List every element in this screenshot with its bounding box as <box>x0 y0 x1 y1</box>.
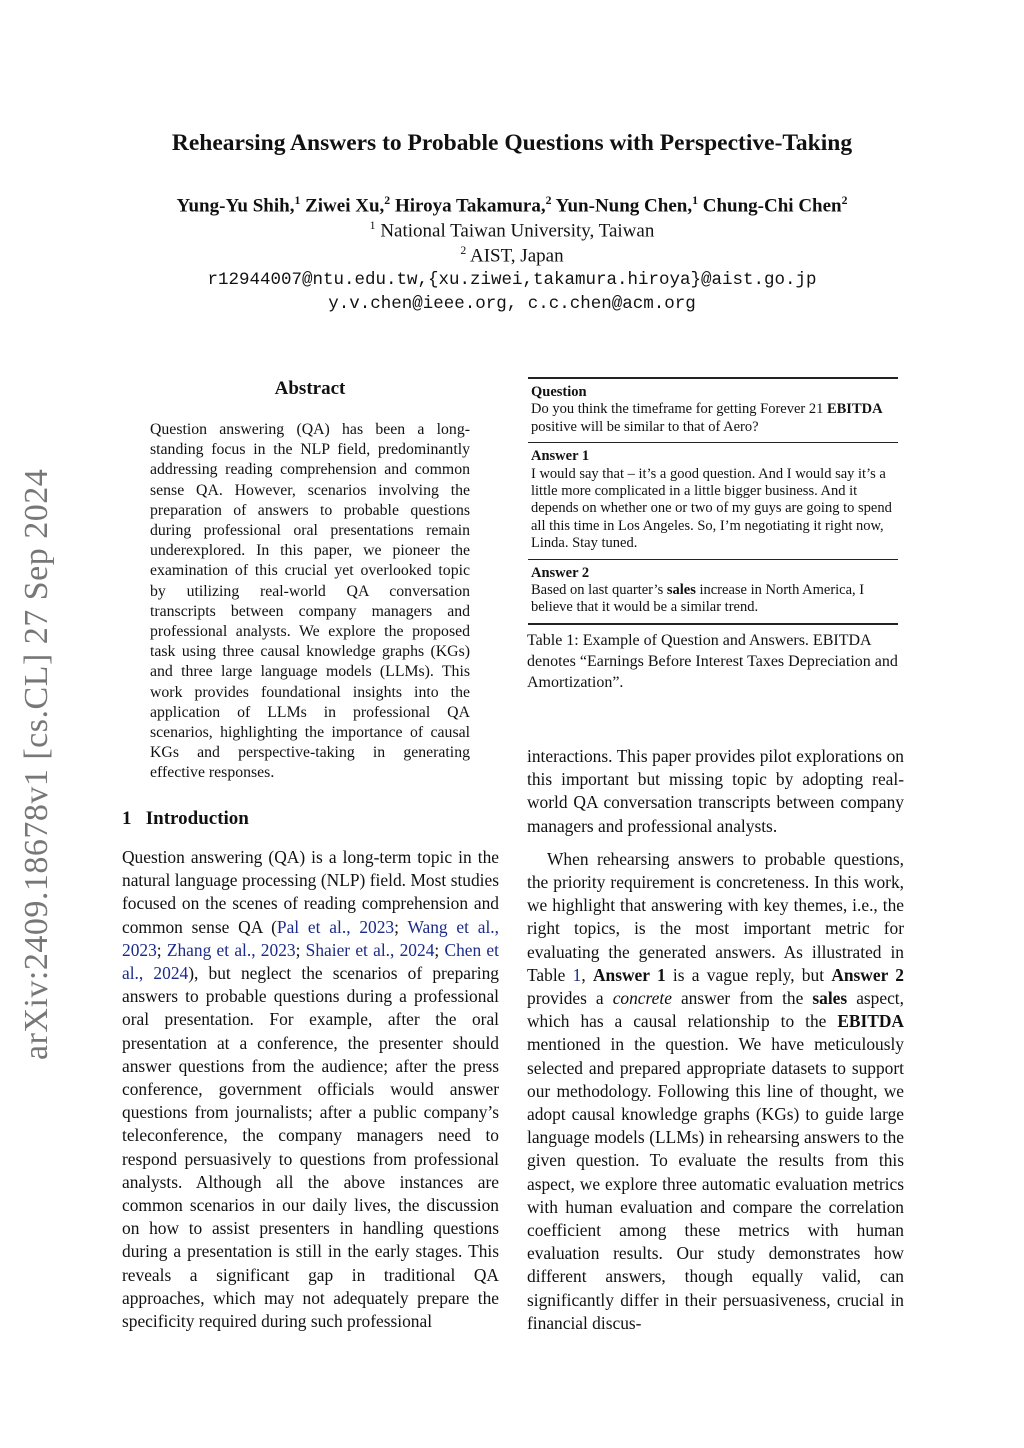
citation-link[interactable]: Wang et al., 2023 <box>122 916 499 960</box>
bold-term: EBITDA <box>837 1011 904 1032</box>
body-text: ), but neglect the scenarios of preparing answers to probable questions during a professional oral presentation. For example, after the oral presentation at a conference, the presenter should answer questions from the audience; after the press conference, government officials would answer questions from journalists; after a public company’s teleconference, the company managers need to respond persuasively to questions from professional analysts. Although all the above instances are common scenarios in our daily lives, the discussion on how to assist presenters in handling questions during a presentation is still in the early stages. This reveals a significant gap in traditional QA approaches, which may not adequately prepare the specificity required during such professional <box>122 963 499 1332</box>
table-caption: Table 1: Example of Question and Answers. EBITDA denotes “Earnings Before Interest Taxes Depreciation and Amortization”. <box>527 632 898 691</box>
citation-link[interactable]: Zhang et al., 2023 <box>166 939 296 960</box>
qa-example-table <box>528 377 898 625</box>
answer1-label: Answer 1 <box>531 448 590 465</box>
author-name: Yung-Yu Shih, <box>176 195 295 217</box>
affiliation-text: National Taiwan University, Taiwan <box>380 220 655 242</box>
paragraph <box>122 846 499 1333</box>
author-affiliation-mark: 1 <box>294 194 301 207</box>
paragraph <box>527 848 904 1335</box>
question-text <box>531 401 895 436</box>
separator: ; <box>434 939 445 960</box>
section-number: 1 <box>122 808 132 829</box>
question-keyword: EBITDA <box>826 401 883 418</box>
author-affiliation-mark: 2 <box>841 194 848 207</box>
author-name: Yun-Nung Chen, <box>555 195 693 217</box>
affiliation <box>0 244 1024 267</box>
email-line: y.v.chen@ieee.org, c.c.chen@acm.org <box>328 294 696 314</box>
answer2-keyword: sales <box>666 582 696 599</box>
body-text: aspect, which has a causal relationship to the <box>527 988 904 1032</box>
affiliation-text: AIST, Japan <box>470 245 564 267</box>
separator: ; <box>295 939 306 960</box>
bold-term: Answer 2 <box>831 964 904 985</box>
affiliation-number: 1 <box>369 219 376 232</box>
paper-title: Rehearsing Answers to Probable Questions with Perspective-Taking <box>171 130 853 156</box>
citation-link[interactable]: Pal et al., 2023 <box>276 916 395 937</box>
author-name: Ziwei Xu, <box>305 195 385 217</box>
answer2-text <box>531 582 895 617</box>
body-text: answer from the <box>671 988 813 1009</box>
author-list <box>0 194 1024 217</box>
table-bottom-rule <box>528 623 898 625</box>
question-text-part: positive will be similar to that of Aero? <box>531 418 759 435</box>
bold-term: sales <box>812 988 848 1009</box>
author-name: Hiroya Takamura, <box>394 195 546 217</box>
author-affiliation-mark: 2 <box>384 194 391 207</box>
table-reference-link[interactable]: 1 <box>572 964 582 985</box>
citation-link[interactable]: Shaier et al., 2024 <box>305 939 435 960</box>
intro-left-column <box>122 846 499 1333</box>
paragraph: interactions. This paper provides pilot explorations on this important but missing topic by adopting real-world QA conversation transcripts between company managers and professional analysts. <box>527 746 904 836</box>
affiliation <box>0 219 1024 242</box>
intro-right-column <box>527 745 904 1335</box>
author-name: Chung-Chi Chen <box>702 195 842 217</box>
question-text-part: Do you think the timeframe for getting Forever 21 <box>531 401 827 418</box>
answer1-cell <box>528 443 898 558</box>
question-cell <box>528 379 898 442</box>
abstract-heading: Abstract <box>274 378 346 399</box>
body-text: mentioned in the question. We have meticulously selected and prepared appropriate datasets to support our methodology. Following this line of thought, we adopt causal knowledge graphs (KGs) to guide large language models (LLMs) in rehearsing answers to the given question. To evaluate the results from this aspect, we explore three automatic evaluation metrics with human evaluation and compare the correlation coefficient among these metrics with human evaluation results. Our study demonstrates how different answers, though equally valid, can significantly differ in their persuasiveness, crucial in financial discus- <box>527 1034 904 1333</box>
section-title: Introduction <box>145 808 249 829</box>
author-affiliation-mark: 1 <box>692 194 698 207</box>
author-affiliation-mark: 2 <box>545 194 552 207</box>
separator: ; <box>394 916 408 937</box>
abstract-text: Question answering (QA) has been a long-standing focus in the NLP field, predominantly addressing reading comprehension and common sense QA. However, scenarios involving the preparation of answers to probable questions during professional oral presentations remain underexplored. In this paper, we pioneer the examination of this crucial yet overlooked topic by utilizing real-world QA conversation transcripts between company managers and professional analysts. We explore the proposed task using three causal knowledge graphs (KGs) and three large language models (LLMs). This work provides foundational insights into the application of LLMs in professional QA scenarios, highlighting the importance of causal KGs and perspective-taking in generating effective responses. <box>150 421 470 782</box>
question-label: Question <box>531 384 587 400</box>
answer1-text: I would say that – it’s a good question. And I would say it’s a little more complicated in a little bigger business. And it depends on whether one or two of my guys are going to spend all this time in Los Angeles. So, I’m negotiating it right now, Linda. Stay tuned. <box>531 465 892 552</box>
body-text: Question answering (QA) is a long-term topic in the natural language processing (NLP) field. Most studies focused on the scenes of reading comprehension and common sense QA ( <box>122 847 499 937</box>
answer2-text-part: increase in North America, I believe that it would be a similar trend. <box>531 582 865 616</box>
answer2-cell <box>528 560 898 623</box>
citation-link[interactable]: Chen et al., 2024 <box>122 939 499 984</box>
body-text: , <box>581 964 593 985</box>
separator: ; <box>156 939 167 960</box>
answer2-text-part: Based on last quarter’s <box>531 582 667 599</box>
arxiv-stamp: arXiv:2409.18678v1 [cs.CL] 27 Sep 2024 <box>18 468 55 1060</box>
emphasis-term: concrete <box>612 988 672 1009</box>
affiliation-number: 2 <box>460 244 467 257</box>
answer2-label: Answer 2 <box>531 564 590 581</box>
email-line: r12944007@ntu.edu.tw,{xu.ziwei,takamura.hiroya}@aist.go.jp <box>207 270 817 290</box>
section-heading <box>122 808 249 830</box>
body-text: is a vague reply, but <box>665 964 832 985</box>
body-text: When rehearsing answers to probable questions, the priority requirement is concreteness. In this work, we highlight that answering with key themes, i.e., the right topics, is the most important metric for evaluating the generated answers. As illustrated in Table <box>527 848 904 985</box>
bold-term: Answer 1 <box>592 964 666 985</box>
body-text: provides a <box>527 988 613 1009</box>
